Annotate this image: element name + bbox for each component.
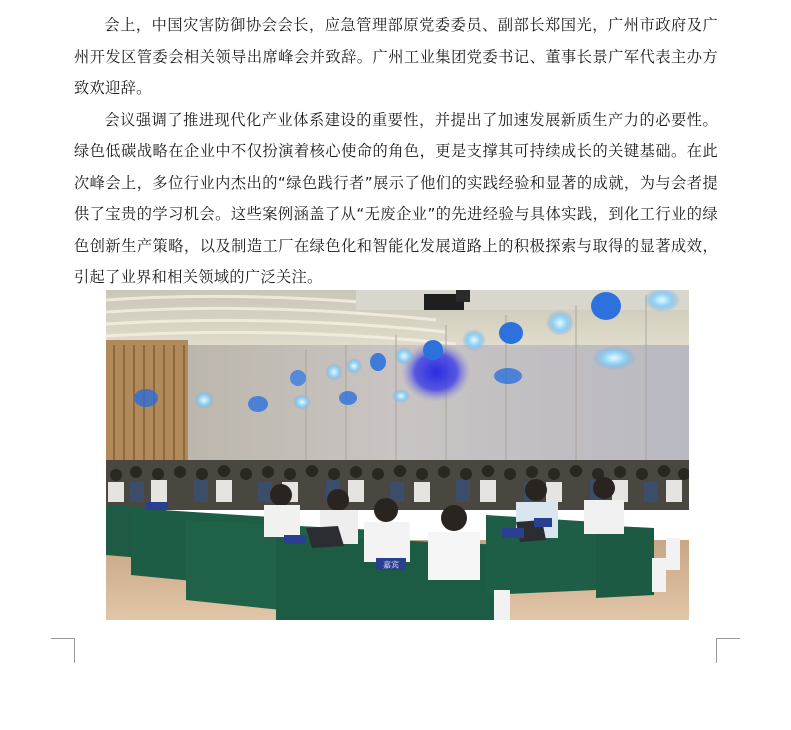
paragraph-1: 会上，中国灾害防御协会会长，应急管理部原党委委员、副部长郑国光，广州市政府及广州开发区管委会相关领导出席峰会并致辞。广州工业集团党委书记、董事长景广军代表主办方致欢迎辞。 [74, 16, 718, 97]
conference-photo [106, 290, 689, 620]
page-corner-mark-left [51, 638, 75, 663]
name-card-label: 嘉宾 [383, 560, 399, 570]
document-body [74, 10, 718, 294]
page-corner-mark-right [716, 638, 740, 663]
paragraph-2: 会议强调了推进现代化产业体系建设的重要性，并提出了加速发展新质生产力的必要性。绿色低碳战略在企业中不仅扮演着核心使命的角色，更是支撑其可持续成长的关键基础。在此次峰会上，多位行业内杰出的“绿色践行者”展示了他们的实践经验和显著的成就，为与会者提供了宝贵的学习机会。这些案例涵盖了从“无废企业”的先进经验与具体实践，到化工行业的绿色创新生产策略，以及制造工厂在绿色化和智能化发展道路上的积极探索与取得的显著成效，引起了业界和相关领域的广泛关注。 [74, 110, 718, 286]
